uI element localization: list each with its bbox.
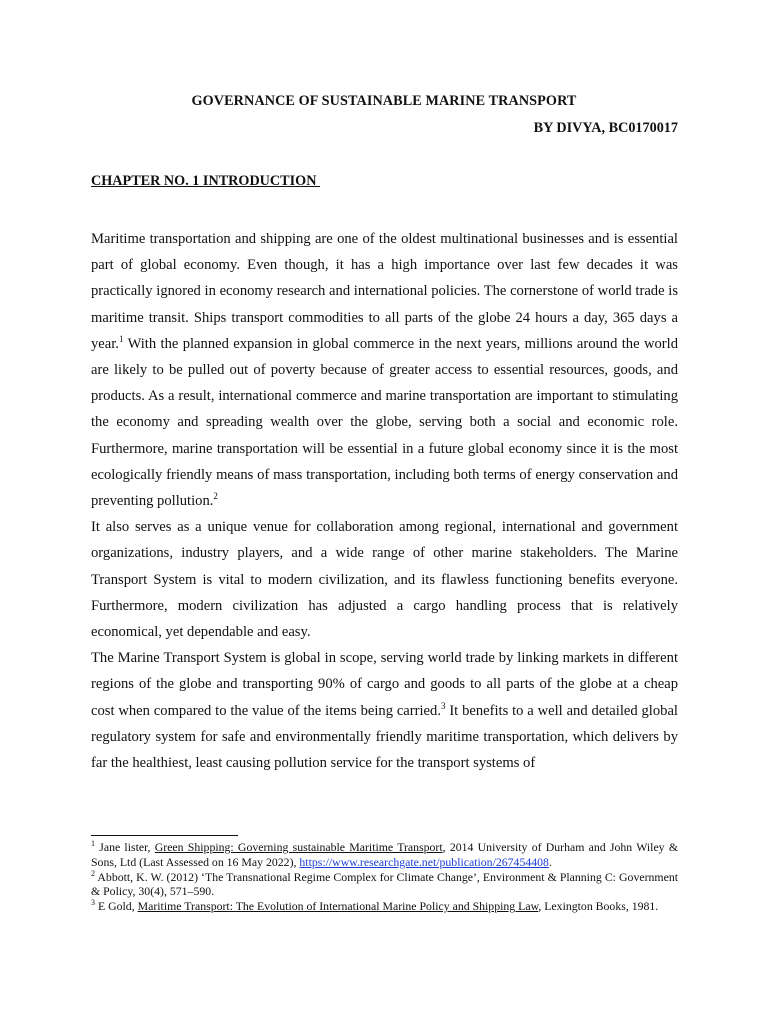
paragraph-3 [91,645,678,776]
footnote-2-number: 2 [91,868,95,878]
footnote-1 [91,840,678,870]
chapter-heading: CHAPTER NO. 1 INTRODUCTION [91,173,320,189]
paragraph-3-text-a: The Marine Transport System is global in scope, serving world trade by linking markets in different regions of the globe and transporting 90% of cargo and goods to all parts of the globe at a cheap cost when compared to the value of the items being carried. [91,650,678,719]
paragraph-1-text-a: Maritime transportation and shipping are one of the oldest multinational businesses and is essential part of global economy. Even though, it has a high importance over last few decades it was practically ignored in economy research and international policies. The cornerstone of world trade is maritime transit. Ships transport commodities to all parts of the globe 24 hours a day, 365 days a year. [91,231,678,352]
body-text [91,226,678,776]
footnotes [91,840,678,914]
footnote-2 [91,870,678,900]
paragraph-2: It also serves as a unique venue for collaboration among regional, international and government organizations, industry players, and a wide range of other marine stakeholders. The Marine Transport System is vital to modern civilization, and its flawless functioning benefits everyone. Furthermore, modern civilization has adjusted a cargo handling process that is relatively economical, yet dependable and easy. [91,519,678,641]
footnote-1-post: , 2014 University of Durham and John Wiley & Sons, Ltd (Last Assessed on 16 May 2022), [91,840,678,869]
footnote-separator [91,835,238,836]
paragraph-3-text-b: It benefits to a well and detailed global regulatory system for safe and environmentally friendly maritime transportation, which delivers by far the healthiest, least causing pollution service for the transport systems of [91,702,678,772]
footnote-2-text: Abbott, K. W. (2012) ‘The Transnational Regime Complex for Climate Change’, Environment & Planning C: Government & Policy, 30(4), 571–590. [91,869,678,899]
footnote-3-pre: E Gold, [95,899,138,914]
footnote-3 [91,899,678,914]
footnote-1-pre: Jane lister, [95,840,155,854]
footnote-ref-2[interactable]: 2 [213,491,218,502]
author-line: BY DIVYA, BC0170017 [533,120,678,136]
footnote-3-number: 3 [91,898,95,908]
footnote-3-post: , Lexington Books, 1981. [538,899,659,914]
paragraph-1-text-b: With the planned expansion in global commerce in the next years, millions around the world are likely to be pulled out of poverty because of greater access to essential resources, goods, and products. As a result, international commerce and marine transportation are important to stimulating the economy and spreading wealth over the globe, serving both a social and economic role. Furthermore, marine transportation will be essential in a future global economy since it is the most ecologically friendly means of mass transportation, including both terms of energy conservation and preventing pollution. [91,335,678,510]
footnote-1-end: . [548,854,552,869]
footnote-1-number: 1 [91,839,95,849]
footnote-1-link[interactable]: https://www.researchgate.net/publication/267454408 [299,854,549,869]
footnote-ref-1[interactable]: 1 [118,333,124,344]
footnote-3-title: Maritime Transport: The Evolution of International Marine Policy and Shipping Law [137,899,539,914]
footnote-1-title: Green Shipping: Governing sustainable Maritime Transport [154,840,443,854]
footnote-ref-3[interactable]: 3 [440,700,446,711]
document-title: GOVERNANCE OF SUSTAINABLE MARINE TRANSPORT [191,93,577,109]
paragraph-1 [91,226,678,514]
